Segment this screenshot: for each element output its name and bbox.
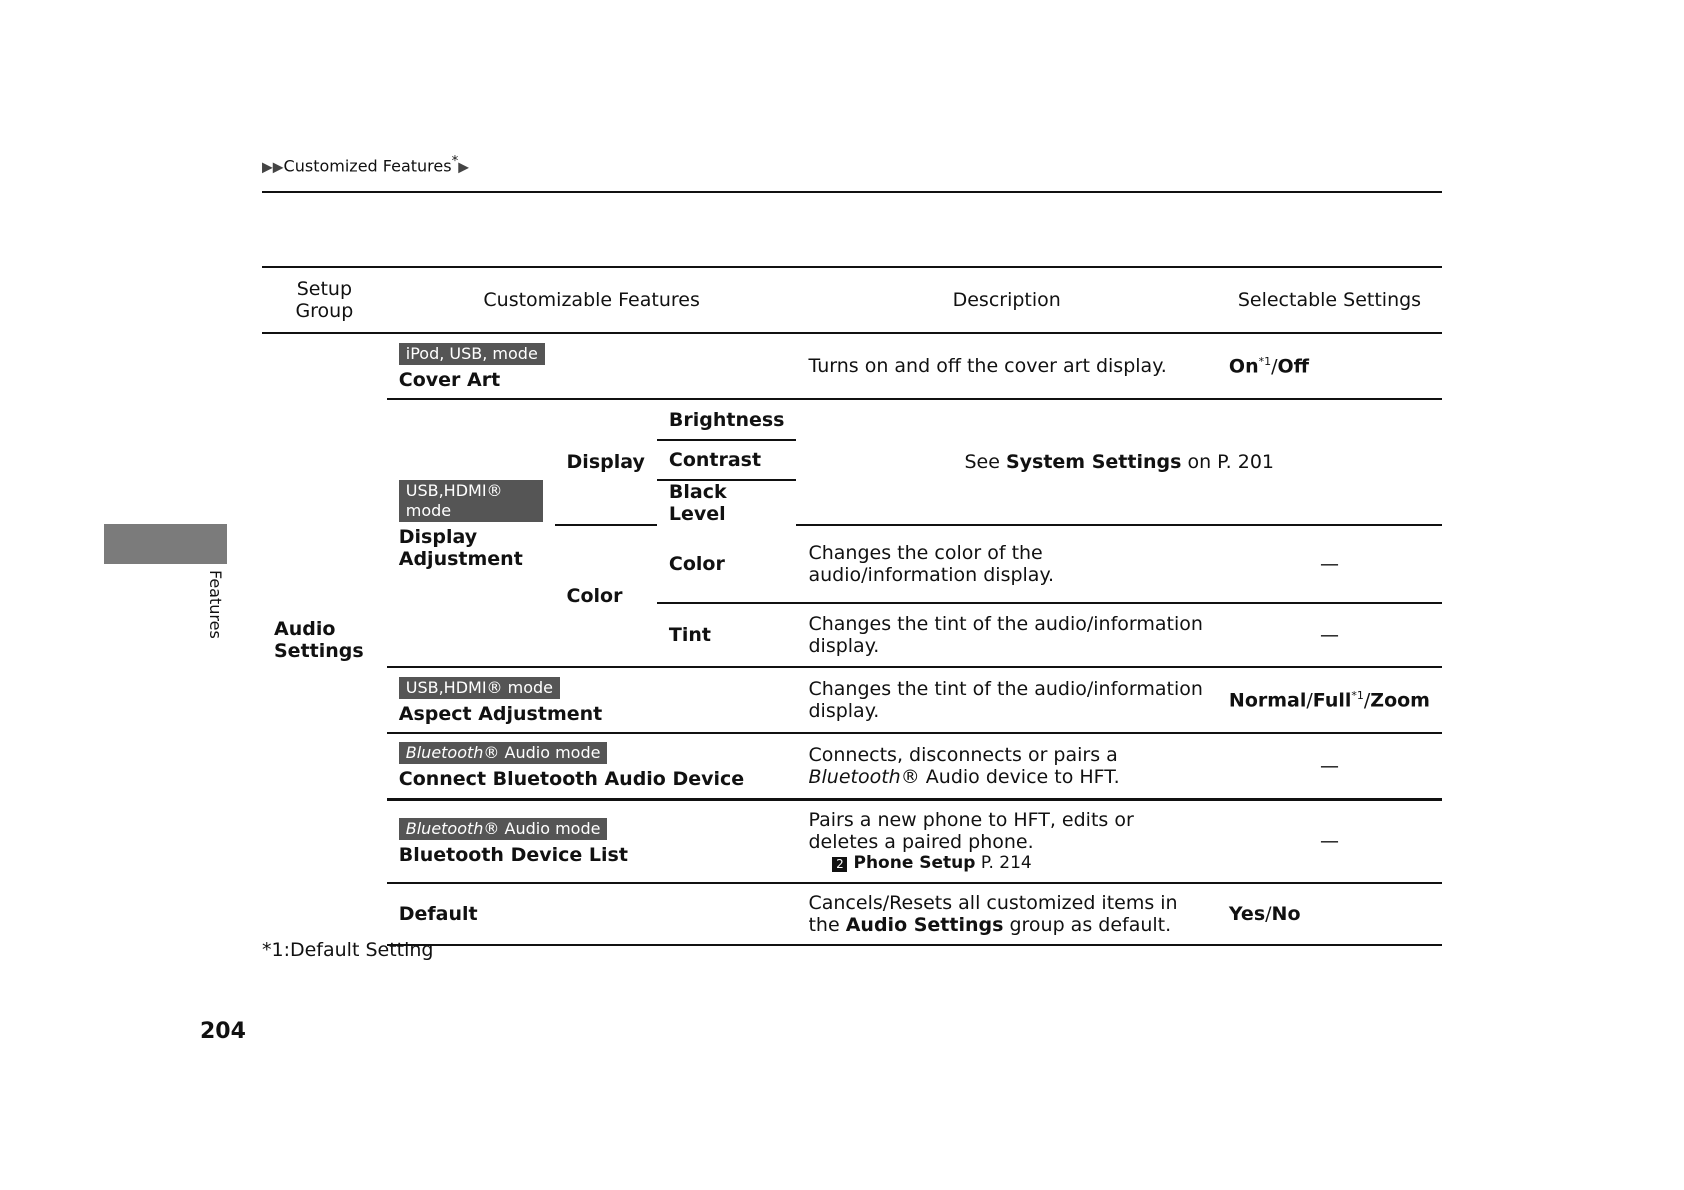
- description: Cancels/Resets all customized items in the Audio Settings group as default.: [796, 883, 1216, 945]
- arrow-right-icon: ▶: [458, 159, 470, 176]
- page-number: 204: [200, 1019, 246, 1044]
- feature-cover-art: [387, 333, 797, 399]
- side-tab-label: Features: [206, 570, 225, 639]
- header-description: Description: [796, 267, 1216, 333]
- feature-display-adjustment: [387, 399, 555, 667]
- breadcrumb: [262, 154, 469, 175]
- setting-yes-no: Yes/No: [1217, 883, 1442, 945]
- description: Changes the tint of the audio/information display.: [796, 667, 1216, 733]
- feature-name: Bluetooth Device List: [398, 843, 628, 866]
- audio-settings-table: [262, 266, 1442, 946]
- section-tab: [104, 524, 227, 564]
- subfeature-color: Color: [566, 585, 623, 607]
- description: Pairs a new phone to HFT, edits or deletes a paired phone. 2 Phone Setup P. 214: [796, 799, 1216, 883]
- feature-default: Default: [387, 883, 797, 945]
- setting-none: —: [1217, 799, 1442, 883]
- feature-name: Connect Bluetooth Audio Device: [398, 768, 745, 791]
- item-black-level: Black Level: [668, 481, 727, 525]
- footnote: *1:Default Setting: [262, 939, 434, 961]
- breadcrumb-label[interactable]: Customized Features: [283, 156, 452, 176]
- description: Turns on and off the cover art display.: [796, 333, 1216, 399]
- see-system-settings: See System Settings on P. 201: [796, 399, 1442, 525]
- double-arrow-icon: ▶▶: [262, 159, 284, 176]
- phone-setup-ref[interactable]: 2 Phone Setup P. 214: [808, 853, 1204, 873]
- setting-normal-full-zoom: Normal/Full$^{*1}$/Zoom: [1217, 667, 1442, 733]
- breadcrumb-asterisk: *: [451, 154, 459, 169]
- mode-badge: iPod, USB, mode: [399, 343, 545, 365]
- setting-on-off: On$^{*1}$/Off: [1217, 333, 1442, 399]
- feature-name: Cover Art: [398, 368, 501, 391]
- setup-group-audio-settings: Audio Settings: [274, 617, 364, 662]
- mode-badge: Bluetooth® Audio mode: [399, 742, 608, 764]
- setting-none: —: [1217, 733, 1442, 799]
- feature-connect-bluetooth: [387, 733, 797, 799]
- description: Changes the color of the audio/information display.: [796, 525, 1216, 603]
- item-color: Color: [657, 525, 797, 603]
- setting-none: —: [1319, 624, 1339, 646]
- feature-name: Display Adjustment: [398, 526, 523, 570]
- feature-bluetooth-device-list: [387, 799, 797, 883]
- header-rule: [262, 191, 1442, 193]
- subfeature-display: Display: [555, 399, 657, 525]
- mode-badge: USB,HDMI® mode: [399, 677, 560, 699]
- item-contrast: Contrast: [657, 440, 797, 480]
- description: Connects, disconnects or pairs a Bluetooth® Audio device to HFT.: [796, 733, 1216, 799]
- page-ref-link[interactable]: P. 201: [1217, 451, 1274, 473]
- feature-name: Aspect Adjustment: [398, 702, 603, 725]
- reference-arrow-icon: 2: [832, 857, 847, 872]
- feature-aspect-adjustment: [387, 667, 797, 733]
- header-features: Customizable Features: [387, 267, 797, 333]
- header-settings: Selectable Settings: [1217, 267, 1442, 333]
- header-setup-group: Setup Group: [262, 267, 387, 333]
- item-brightness: Brightness: [657, 399, 797, 440]
- setting-none: —: [1217, 525, 1442, 603]
- description: Changes the tint of the audio/information display.: [808, 613, 1203, 657]
- mode-badge: USB,HDMI® mode: [399, 480, 543, 522]
- mode-badge: Bluetooth® Audio mode: [399, 818, 608, 840]
- item-tint: Tint: [668, 624, 711, 646]
